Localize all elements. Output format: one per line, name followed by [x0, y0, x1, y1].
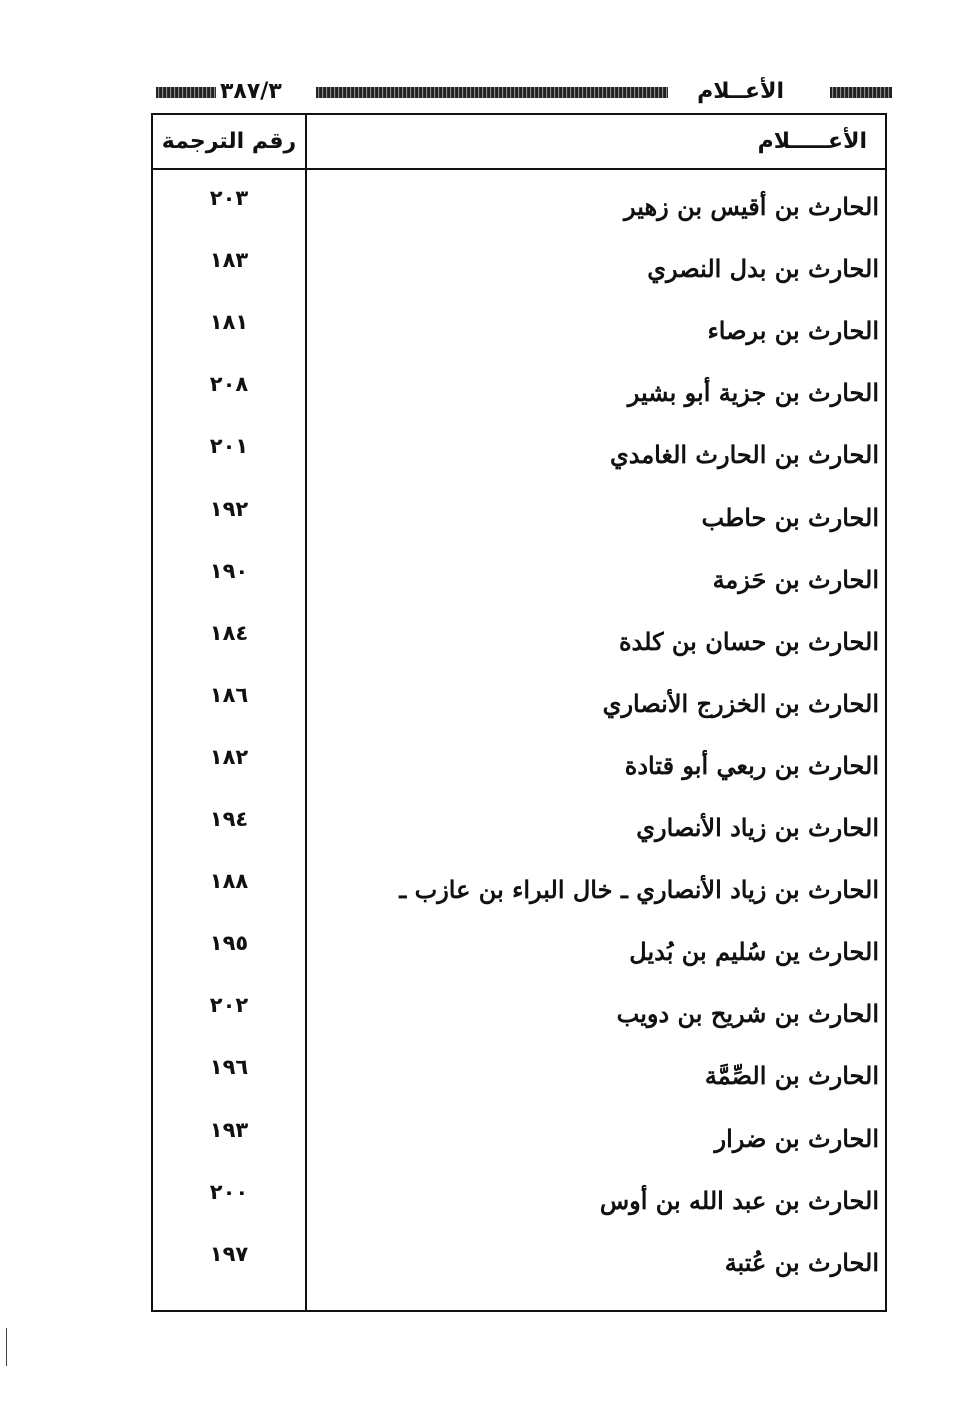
entry-name: الحارث بن عبد الله بن أوس	[599, 1185, 879, 1215]
table-row	[153, 990, 885, 1052]
entry-name: الحارث بن حَزمة	[712, 564, 879, 594]
header-bar-right	[830, 87, 892, 98]
index-table	[151, 113, 887, 1312]
entry-number: ٢٠٢	[209, 993, 249, 1018]
margin-mark	[6, 1328, 7, 1366]
entry-number: ٢٠٣	[209, 186, 249, 210]
entry-number: ١٨٦	[209, 682, 249, 707]
entry-name: الحارث ين سُليم بن بُديل	[629, 937, 879, 967]
header-rule	[153, 168, 885, 170]
table-row	[153, 556, 885, 618]
entry-name: الحارث بن حسان بن كلدة	[618, 626, 879, 656]
entry-number: ١٩٦	[209, 1055, 249, 1080]
entry-name: الحارث بن الحارث الغامدي	[609, 440, 879, 470]
entry-number: ١٨٤	[209, 620, 249, 645]
table-row	[153, 866, 885, 928]
entry-number: ١٩٧	[209, 1241, 249, 1266]
entry-number: ١٩٢	[209, 496, 249, 521]
header-bar-left	[156, 87, 216, 98]
entry-number: ١٩٠	[209, 558, 249, 583]
entry-name: الحارث بن زياد الأنصاري	[636, 813, 879, 842]
entry-name: الحارث بن زياد الأنصاري ـ خال البراء بن عازب ـ	[399, 875, 879, 905]
entry-number: ١٨٢	[209, 744, 249, 769]
page-number: ٣٨٧/٣	[220, 79, 282, 104]
entry-number: ١٨١	[209, 310, 249, 335]
header-bar-middle	[316, 87, 668, 98]
table-row	[153, 1115, 885, 1177]
entry-number: ١٨٣	[209, 248, 249, 273]
entry-number: ٢٠٠	[209, 1179, 249, 1204]
entry-name: الحارث بن ربعي أبو قتادة	[624, 750, 879, 780]
entry-name: الحارث بن برصاء	[707, 316, 879, 346]
table-row	[153, 431, 885, 493]
entry-name: الحارث بن حاطب	[701, 502, 879, 532]
entry-number: ٢٠١	[209, 434, 249, 459]
table-row	[153, 307, 885, 369]
entry-number: ١٩٤	[209, 807, 249, 831]
table-row	[153, 245, 885, 307]
entry-number: ٢٠٨	[209, 372, 249, 397]
entry-number: ١٨٨	[209, 869, 249, 894]
table-row	[153, 1177, 885, 1239]
column-header-number: رقم الترجمة	[161, 129, 297, 154]
entry-number: ١٩٣	[209, 1117, 249, 1142]
column-header-name: الأعـــــلام	[757, 129, 867, 154]
table-row	[153, 680, 885, 742]
entry-name: الحارث بن شريح بن دويب	[616, 999, 879, 1029]
entry-number: ١٩٥	[209, 931, 249, 956]
table-row	[153, 618, 885, 680]
entry-name: الحارث بن جزية أبو بشير	[627, 378, 879, 408]
table-row	[153, 183, 885, 245]
entry-name: الحارث بن الصِّمَّة	[704, 1061, 879, 1091]
running-title: الأعــلام	[697, 79, 784, 104]
table-row	[153, 1052, 885, 1114]
table-row	[153, 494, 885, 556]
entry-name: الحارث بن الخزرج الأنصاري	[602, 688, 879, 718]
table-row	[153, 1239, 885, 1301]
table-row	[153, 742, 885, 804]
entry-name: الحارث بن أقيس بن زهير	[624, 192, 879, 221]
table-row	[153, 369, 885, 431]
entry-name: الحارث بن ضرار	[714, 1123, 879, 1153]
entry-name: الحارث بن عُتبة	[724, 1247, 879, 1277]
table-row	[153, 804, 885, 866]
entry-name: الحارث بن بدل النصري	[647, 254, 879, 284]
running-header	[156, 78, 894, 106]
table-row	[153, 928, 885, 990]
